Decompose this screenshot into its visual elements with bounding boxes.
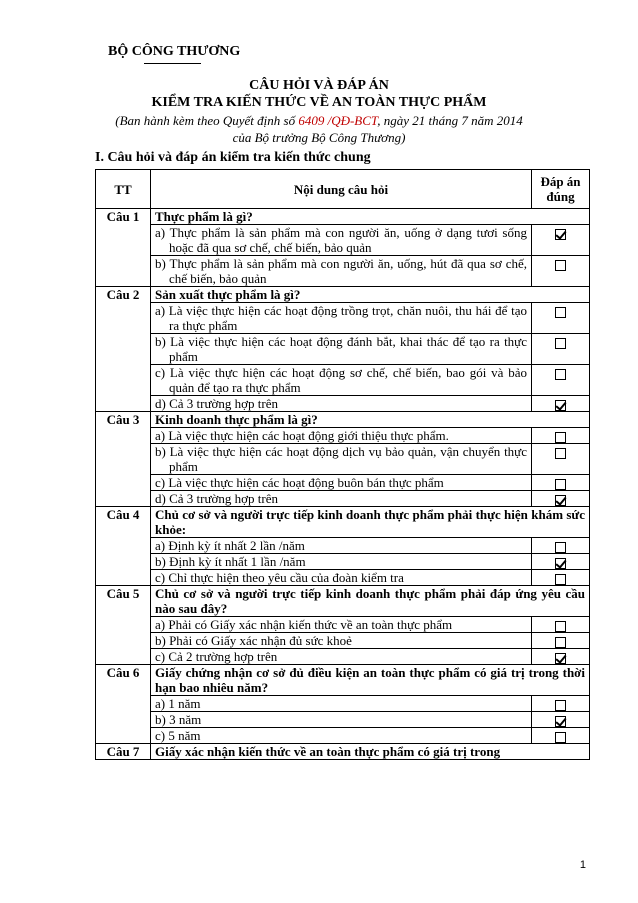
answer-cell <box>151 538 532 554</box>
answer-check-cell <box>532 570 590 586</box>
question-text: Giấy chứng nhận cơ sở đủ điều kiện an toàn thực phẩm có giá trị trong thời hạn bao nhiêu năm? <box>151 665 590 696</box>
question-number: Câu 4 <box>96 507 151 586</box>
page-number: 1 <box>579 859 586 871</box>
answer-cell <box>151 334 532 365</box>
answer-text: b) Định kỳ ít nhất 1 lần /năm <box>155 554 306 569</box>
question-text: Sản xuất thực phẩm là gì? <box>151 287 590 303</box>
ministry-name: BỘ CÔNG THƯƠNG <box>108 44 241 59</box>
answer-row <box>96 633 590 649</box>
answer-cell <box>151 617 532 633</box>
answer-row <box>96 444 590 475</box>
answer-text: a) Thực phẩm là sản phẩm mà con người ăn, uống ở dạng tươi sống hoặc đã qua sơ chế, chế biến, bảo quản <box>155 225 527 255</box>
answer-row <box>96 554 590 570</box>
checked-box-icon <box>555 653 566 664</box>
answer-text: c) Là việc thực hiện các hoạt động sơ chế, chế biến, bao gói và bảo quản để tạo ra thực phẩm <box>155 365 527 395</box>
table-header <box>96 170 590 209</box>
answer-cell <box>151 728 532 744</box>
answer-check-cell <box>532 334 590 365</box>
empty-box-icon <box>555 479 566 490</box>
answer-cell <box>151 570 532 586</box>
answer-check-cell <box>532 475 590 491</box>
answer-check-cell <box>532 633 590 649</box>
empty-box-icon <box>555 621 566 632</box>
empty-box-icon <box>555 637 566 648</box>
answer-row <box>96 303 590 334</box>
answer-row <box>96 696 590 712</box>
question-row <box>96 586 590 617</box>
answer-text: b) Là việc thực hiện các hoạt động đánh bắt, khai thác để tạo ra thực phẩm <box>155 334 527 364</box>
answer-row <box>96 256 590 287</box>
answer-cell <box>151 396 532 412</box>
question-number: Câu 5 <box>96 586 151 665</box>
question-number: Câu 1 <box>96 209 151 287</box>
answer-row <box>96 428 590 444</box>
answer-row <box>96 334 590 365</box>
question-number: Câu 6 <box>96 665 151 744</box>
answer-check-cell <box>532 554 590 570</box>
question-row <box>96 507 590 538</box>
answer-cell <box>151 696 532 712</box>
answer-text: a) Phải có Giấy xác nhận kiến thức về an toàn thực phẩm <box>155 617 453 632</box>
answer-check-cell <box>532 538 590 554</box>
empty-box-icon <box>555 448 566 459</box>
question-text: Chủ cơ sở và người trực tiếp kinh doanh thực phẩm phải thực hiện khám sức khỏe: <box>151 507 590 538</box>
answer-check-cell <box>532 696 590 712</box>
checked-box-icon <box>555 229 566 240</box>
qa-table-body <box>96 170 590 760</box>
answer-row <box>96 365 590 396</box>
empty-box-icon <box>555 732 566 743</box>
answer-check-cell <box>532 617 590 633</box>
col-header-tt: TT <box>96 170 151 209</box>
answer-cell <box>151 444 532 475</box>
checked-box-icon <box>555 495 566 506</box>
empty-box-icon <box>555 432 566 443</box>
answer-check-cell <box>532 712 590 728</box>
doc-subtitle-2: của Bộ trưởng Bộ Công Thương) <box>232 130 406 145</box>
empty-box-icon <box>555 542 566 553</box>
answer-row <box>96 617 590 633</box>
answer-cell <box>151 554 532 570</box>
answer-cell <box>151 633 532 649</box>
answer-text: a) Định kỳ ít nhất 2 lần /năm <box>155 538 305 553</box>
col-header-answer: Đáp án đúng <box>532 170 590 209</box>
answer-check-cell <box>532 444 590 475</box>
subtitle-pre: (Ban hành kèm theo Quyết định số <box>115 113 299 128</box>
empty-box-icon <box>555 369 566 380</box>
empty-box-icon <box>555 338 566 349</box>
checked-box-icon <box>555 716 566 727</box>
answer-row <box>96 712 590 728</box>
ministry-underline <box>144 63 201 64</box>
answer-text: a) 1 năm <box>155 696 201 711</box>
empty-box-icon <box>555 574 566 585</box>
answer-text: c) 5 năm <box>155 728 201 743</box>
answer-check-cell <box>532 649 590 665</box>
question-number: Câu 7 <box>96 744 151 760</box>
question-text: Kinh doanh thực phẩm là gì? <box>151 412 590 428</box>
question-text: Chủ cơ sở và người trực tiếp kinh doanh thực phẩm phải đáp ứng yêu cầu nào sau đây? <box>151 586 590 617</box>
doc-title-2: KIỂM TRA KIẾN THỨC VỀ AN TOÀN THỰC PHẨM <box>151 95 487 110</box>
answer-text: b) 3 năm <box>155 712 202 727</box>
answer-cell <box>151 303 532 334</box>
answer-cell <box>151 649 532 665</box>
answer-text: c) Là việc thực hiện các hoạt động buôn bán thực phẩm <box>155 475 444 490</box>
answer-check-cell <box>532 303 590 334</box>
question-row <box>96 287 590 303</box>
question-text: Giấy xác nhận kiến thức về an toàn thực phẩm có giá trị trong <box>151 744 590 760</box>
answer-cell <box>151 428 532 444</box>
checked-box-icon <box>555 558 566 569</box>
answer-cell <box>151 365 532 396</box>
answer-cell <box>151 475 532 491</box>
question-text: Thực phẩm là gì? <box>151 209 590 225</box>
question-number: Câu 3 <box>96 412 151 507</box>
decision-number: 6409 /QĐ-BCT <box>298 113 378 128</box>
answer-check-cell <box>532 396 590 412</box>
answer-row <box>96 396 590 412</box>
answer-text: d) Cả 3 trường hợp trên <box>155 396 278 411</box>
empty-box-icon <box>555 700 566 711</box>
answer-text: b) Phải có Giấy xác nhận đủ sức khoẻ <box>155 633 352 648</box>
section-title: I. Câu hỏi và đáp án kiểm tra kiến thức chung <box>95 150 371 165</box>
answer-check-cell <box>532 491 590 507</box>
answer-check-cell <box>532 225 590 256</box>
question-row <box>96 209 590 225</box>
answer-row <box>96 570 590 586</box>
answer-text: d) Cả 3 trường hợp trên <box>155 491 278 506</box>
answer-cell <box>151 256 532 287</box>
answer-text: b) Thực phẩm là sản phẩm mà con người ăn, uống, hút đã qua sơ chế, chế biến, bảo quản <box>155 256 527 286</box>
answer-text: a) Là việc thực hiện các hoạt động giới thiệu thực phẩm. <box>155 428 449 443</box>
doc-subtitle <box>0 113 638 129</box>
question-row <box>96 744 590 760</box>
answer-cell <box>151 491 532 507</box>
empty-box-icon <box>555 307 566 318</box>
answer-cell <box>151 712 532 728</box>
qa-table <box>95 169 590 760</box>
answer-text: a) Là việc thực hiện các hoạt động trồng trọt, chăn nuôi, thu hái để tạo ra thực phẩm <box>155 303 527 333</box>
question-row <box>96 665 590 696</box>
answer-text: c) Cả 2 trường hợp trên <box>155 649 278 664</box>
answer-row <box>96 475 590 491</box>
answer-check-cell <box>532 256 590 287</box>
answer-check-cell <box>532 728 590 744</box>
checked-box-icon <box>555 400 566 411</box>
answer-row <box>96 491 590 507</box>
question-row <box>96 412 590 428</box>
answer-check-cell <box>532 428 590 444</box>
question-number: Câu 2 <box>96 287 151 412</box>
answer-text: c) Chỉ thực hiện theo yêu cầu của đoàn kiểm tra <box>155 570 404 585</box>
empty-box-icon <box>555 260 566 271</box>
answer-row <box>96 649 590 665</box>
answer-row <box>96 225 590 256</box>
col-header-content: Nội dung câu hỏi <box>151 170 532 209</box>
answer-text: b) Là việc thực hiện các hoạt động dịch vụ bảo quản, vận chuyển thực phẩm <box>155 444 527 474</box>
doc-title: CÂU HỎI VÀ ĐÁP ÁN <box>249 78 389 93</box>
answer-row <box>96 538 590 554</box>
answer-cell <box>151 225 532 256</box>
answer-check-cell <box>532 365 590 396</box>
answer-row <box>96 728 590 744</box>
subtitle-post: , ngày 21 tháng 7 năm 2014 <box>377 113 523 128</box>
